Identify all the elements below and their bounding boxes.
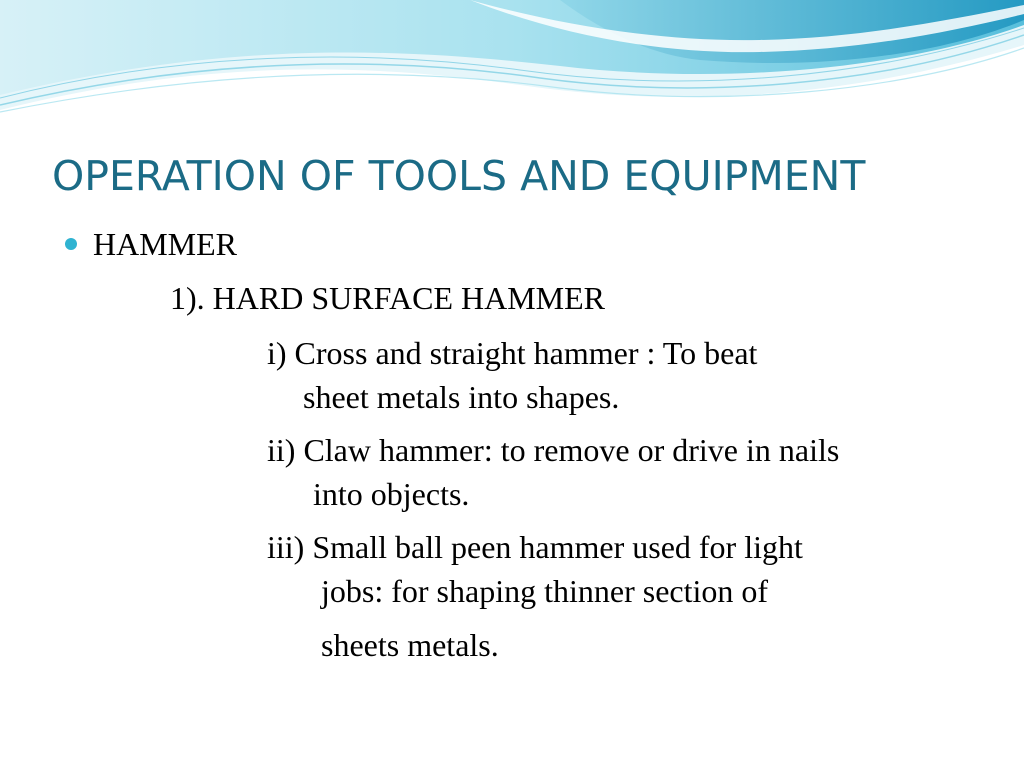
wave-header-decoration bbox=[0, 0, 1024, 130]
item-1-line-1: i) Cross and straight hammer : To beat bbox=[267, 335, 758, 371]
item-3-line-3: sheets metals. bbox=[321, 627, 499, 663]
bullet-dot-icon bbox=[65, 238, 77, 250]
slide-title: OPERATION OF TOOLS AND EQUIPMENT bbox=[52, 152, 866, 200]
item-3-line-2: jobs: for shaping thinner section of bbox=[321, 573, 769, 609]
bullet-hammer: HAMMER bbox=[93, 226, 238, 262]
sub-heading-hard-surface-hammer: 1). HARD SURFACE HAMMER bbox=[170, 280, 606, 316]
item-2-line-2: into objects. bbox=[313, 476, 470, 512]
item-2-line-1: ii) Claw hammer: to remove or drive in nails bbox=[267, 432, 840, 468]
item-3-line-1: iii) Small ball peen hammer used for light bbox=[267, 529, 803, 565]
item-1-line-2: sheet metals into shapes. bbox=[303, 379, 620, 415]
